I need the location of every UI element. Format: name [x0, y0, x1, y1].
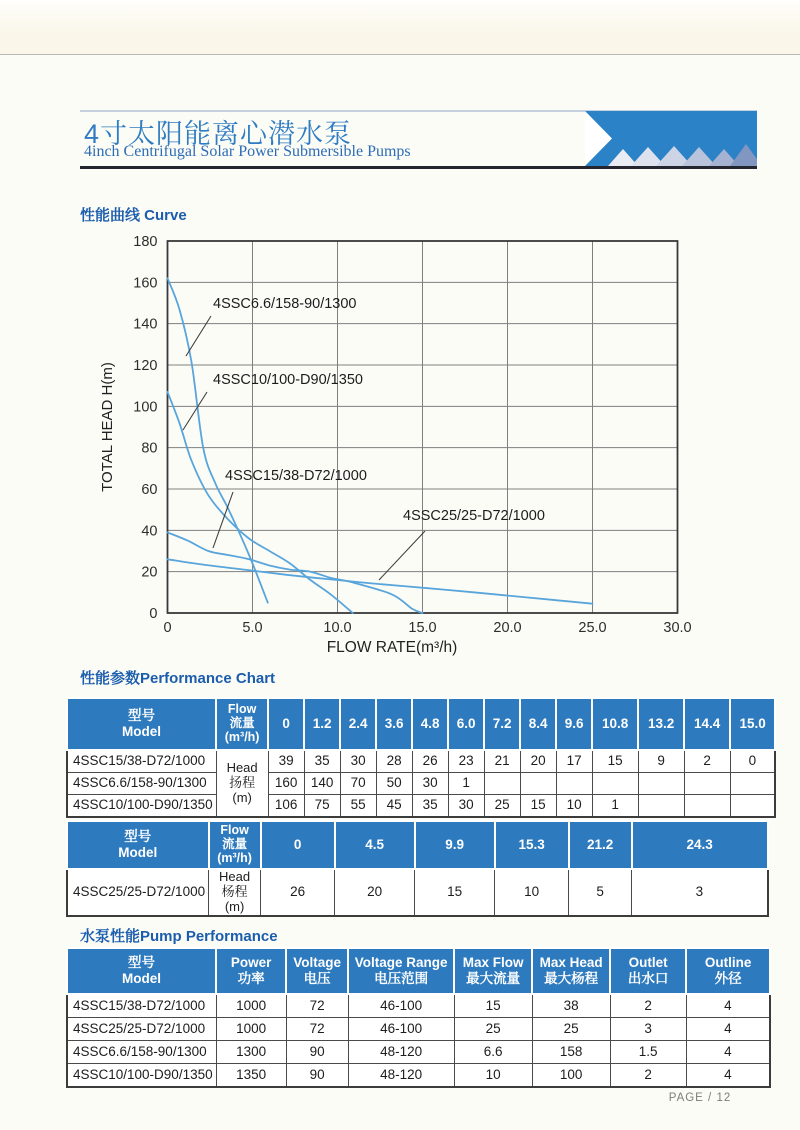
- head-value-cell: 15: [592, 750, 638, 773]
- column-header: Outlet 出水口: [610, 948, 686, 994]
- head-value-cell: 55: [340, 795, 376, 818]
- head-value-cell: 160: [268, 773, 304, 795]
- curve-annotation-label: 4SSC15/38-D72/1000: [225, 468, 367, 484]
- value-cell: 158: [532, 1041, 610, 1064]
- head-value-cell: 50: [376, 773, 412, 795]
- head-value-cell: 30: [412, 773, 448, 795]
- column-header-model: 型号 Model: [67, 698, 216, 750]
- column-header: Voltage Range 电压范围: [348, 948, 454, 994]
- value-cell: 2: [610, 1064, 686, 1088]
- head-value-cell: 75: [304, 795, 340, 818]
- curve-series-path: [168, 532, 423, 613]
- table-header-row: [67, 821, 768, 869]
- curve-annotation-leader: [186, 316, 211, 356]
- head-value-cell: 140: [304, 773, 340, 795]
- table-header-row: [67, 698, 775, 750]
- column-header-flow-value: 9.6: [556, 698, 592, 750]
- head-value-cell: 15: [415, 869, 495, 916]
- column-header: Max Flow 最大流量: [454, 948, 532, 994]
- table-row: [67, 750, 775, 773]
- y-axis-tick-label: 0: [149, 606, 158, 622]
- head-value-cell: 5: [569, 869, 632, 916]
- column-header-flow: Flow 流量 (m³/h): [209, 821, 261, 869]
- table-row: [67, 1064, 770, 1088]
- head-value-cell: 26: [261, 869, 335, 916]
- performance-table-2: [66, 820, 769, 917]
- header-banner-graphic: [585, 111, 757, 167]
- value-cell: 10: [454, 1064, 532, 1088]
- y-axis-tick-label: 120: [133, 358, 158, 374]
- value-cell: 4: [686, 1018, 770, 1041]
- column-header-flow-value: 7.2: [484, 698, 520, 750]
- head-value-cell: [730, 795, 775, 818]
- y-axis-tick-label: 80: [141, 440, 158, 457]
- y-axis-tick-label: 40: [141, 523, 158, 540]
- table-row: [67, 869, 768, 916]
- head-value-cell: 35: [412, 795, 448, 818]
- table-row: [67, 773, 775, 795]
- value-cell: 3: [610, 1018, 686, 1041]
- head-value-cell: 26: [412, 750, 448, 773]
- head-value-cell: 35: [304, 750, 340, 773]
- value-cell: 25: [532, 1018, 610, 1041]
- section-title-pump: 水泵性能Pump Performance: [80, 928, 278, 945]
- table-row: [67, 994, 770, 1018]
- column-header-flow-value: 24.3: [632, 821, 768, 869]
- head-value-cell: 30: [340, 750, 376, 773]
- x-axis-tick-label: 15.0: [408, 620, 437, 636]
- head-value-cell: [684, 773, 730, 795]
- value-cell: 15: [454, 994, 532, 1018]
- value-cell: 1000: [216, 1018, 286, 1041]
- head-value-cell: 23: [448, 750, 484, 773]
- column-header-flow-value: 13.2: [638, 698, 684, 750]
- page-number: PAGE / 12: [668, 1092, 732, 1104]
- y-axis-tick-label: 60: [141, 482, 158, 498]
- y-axis-tick-label: 180: [133, 234, 158, 250]
- value-cell: 4: [686, 1041, 770, 1064]
- performance-curve-chart: [90, 232, 770, 664]
- value-cell: 48-120: [348, 1064, 454, 1088]
- model-cell: 4SSC25/25-D72/1000: [67, 869, 209, 916]
- head-value-cell: 21: [484, 750, 520, 773]
- head-value-cell: 45: [376, 795, 412, 818]
- column-header-flow-value: 15.0: [730, 698, 775, 750]
- head-value-cell: 106: [268, 795, 304, 818]
- column-header-flow-value: 0: [261, 821, 335, 869]
- column-header: 型号 Model: [67, 948, 216, 994]
- curve-series-path: [168, 392, 353, 613]
- value-cell: 72: [286, 1018, 348, 1041]
- y-axis-tick-label: 160: [133, 275, 158, 292]
- x-axis-tick-label: 5.0: [242, 620, 263, 636]
- value-cell: 46-100: [348, 994, 454, 1018]
- head-value-cell: 0: [730, 750, 775, 773]
- column-header-flow-value: 9.9: [415, 821, 495, 869]
- curve-annotation-label: 4SSC10/100-D90/1350: [213, 372, 363, 388]
- column-header-flow-value: 14.4: [684, 698, 730, 750]
- head-value-cell: [730, 773, 775, 795]
- column-header-flow-value: 4.8: [412, 698, 448, 750]
- page-title-en: 4inch Centrifugal Solar Power Submersible Pumps: [84, 143, 411, 160]
- model-cell: 4SSC25/25-D72/1000: [67, 1018, 216, 1041]
- head-value-cell: 10: [556, 795, 592, 818]
- head-value-cell: [520, 773, 556, 795]
- section-title-curve: 性能曲线 Curve: [80, 207, 187, 224]
- value-cell: 90: [286, 1064, 348, 1088]
- head-value-cell: 20: [335, 869, 415, 916]
- model-cell: 4SSC15/38-D72/1000: [67, 750, 216, 773]
- column-header: Voltage 电压: [286, 948, 348, 994]
- x-axis-tick-label: 0: [163, 620, 172, 636]
- column-header-flow-value: 6.0: [448, 698, 484, 750]
- value-cell: 100: [532, 1064, 610, 1088]
- value-cell: 48-120: [348, 1041, 454, 1064]
- curve-series-path: [168, 559, 593, 603]
- head-value-cell: 20: [520, 750, 556, 773]
- head-value-cell: 17: [556, 750, 592, 773]
- model-cell: 4SSC10/100-D90/1350: [67, 795, 216, 818]
- head-value-cell: 25: [484, 795, 520, 818]
- pump-performance-table: [66, 947, 771, 1088]
- head-value-cell: [556, 773, 592, 795]
- head-value-cell: 39: [268, 750, 304, 773]
- column-header-flow-value: 8.4: [520, 698, 556, 750]
- x-axis-tick-label: 10.0: [323, 620, 352, 636]
- curve-annotation-leader: [183, 392, 207, 430]
- table-row: [67, 1018, 770, 1041]
- value-cell: 90: [286, 1041, 348, 1064]
- table-row: [67, 1041, 770, 1064]
- scan-edge-line: [0, 54, 800, 55]
- head-value-cell: 3: [632, 869, 768, 916]
- value-cell: 72: [286, 994, 348, 1018]
- curve-annotation-label: 4SSC6.6/158-90/1300: [213, 296, 357, 312]
- head-unit-cell: Head 杨程 (m): [209, 869, 261, 916]
- page-title-cn: 4寸太阳能离心潜水泵: [84, 119, 353, 149]
- y-axis-tick-label: 100: [133, 399, 158, 416]
- column-header-flow-value: 0: [268, 698, 304, 750]
- value-cell: 2: [610, 994, 686, 1018]
- column-header-flow-value: 15.3: [495, 821, 569, 869]
- x-axis-title: FLOW RATE(m³/h): [326, 639, 458, 656]
- value-cell: 46-100: [348, 1018, 454, 1041]
- column-header-flow-value: 21.2: [569, 821, 632, 869]
- column-header-model: 型号 Model: [67, 821, 209, 869]
- column-header-flow: Flow 流量 (m³/h): [216, 698, 268, 750]
- value-cell: 25: [454, 1018, 532, 1041]
- head-value-cell: 1: [448, 773, 484, 795]
- head-value-cell: 15: [520, 795, 556, 818]
- head-value-cell: 28: [376, 750, 412, 773]
- head-value-cell: 10: [495, 869, 569, 916]
- y-axis-title: TOTAL HEAD H(m): [99, 362, 116, 492]
- value-cell: 1350: [216, 1064, 286, 1088]
- header-rule-bottom: [80, 166, 757, 169]
- head-value-cell: 30: [448, 795, 484, 818]
- column-header: Outline 外径: [686, 948, 770, 994]
- head-value-cell: [592, 773, 638, 795]
- column-header-flow-value: 1.2: [304, 698, 340, 750]
- y-axis-tick-label: 20: [141, 564, 158, 581]
- head-value-cell: [684, 795, 730, 818]
- curve-annotation-leader: [379, 531, 425, 580]
- x-axis-tick-label: 30.0: [663, 620, 692, 636]
- head-value-cell: [638, 795, 684, 818]
- scan-top-band: [0, 0, 800, 54]
- table-row: [67, 795, 775, 818]
- value-cell: 4: [686, 1064, 770, 1088]
- model-cell: 4SSC6.6/158-90/1300: [67, 773, 216, 795]
- section-title-performance: 性能参数Performance Chart: [80, 670, 276, 687]
- column-header: Max Head 最大杨程: [532, 948, 610, 994]
- head-unit-cell: Head 扬程 (m): [216, 750, 268, 817]
- y-axis-tick-label: 140: [133, 316, 158, 333]
- column-header-flow-value: 3.6: [376, 698, 412, 750]
- value-cell: 38: [532, 994, 610, 1018]
- head-value-cell: [484, 773, 520, 795]
- model-cell: 4SSC15/38-D72/1000: [67, 994, 216, 1018]
- value-cell: 1300: [216, 1041, 286, 1064]
- head-value-cell: 70: [340, 773, 376, 795]
- value-cell: 1.5: [610, 1041, 686, 1064]
- head-value-cell: 2: [684, 750, 730, 773]
- x-axis-tick-label: 25.0: [578, 620, 607, 636]
- head-value-cell: 9: [638, 750, 684, 773]
- model-cell: 4SSC6.6/158-90/1300: [67, 1041, 216, 1064]
- value-cell: 4: [686, 994, 770, 1018]
- value-cell: 1000: [216, 994, 286, 1018]
- curve-annotation-label: 4SSC25/25-D72/1000: [403, 508, 545, 524]
- table-header-row: [67, 948, 770, 994]
- performance-table-1: [66, 697, 776, 818]
- column-header: Power 功率: [216, 948, 286, 994]
- model-cell: 4SSC10/100-D90/1350: [67, 1064, 216, 1088]
- head-value-cell: 1: [592, 795, 638, 818]
- column-header-flow-value: 4.5: [335, 821, 415, 869]
- head-value-cell: [638, 773, 684, 795]
- column-header-flow-value: 10.8: [592, 698, 638, 750]
- x-axis-tick-label: 20.0: [493, 620, 522, 636]
- value-cell: 6.6: [454, 1041, 532, 1064]
- column-header-flow-value: 2.4: [340, 698, 376, 750]
